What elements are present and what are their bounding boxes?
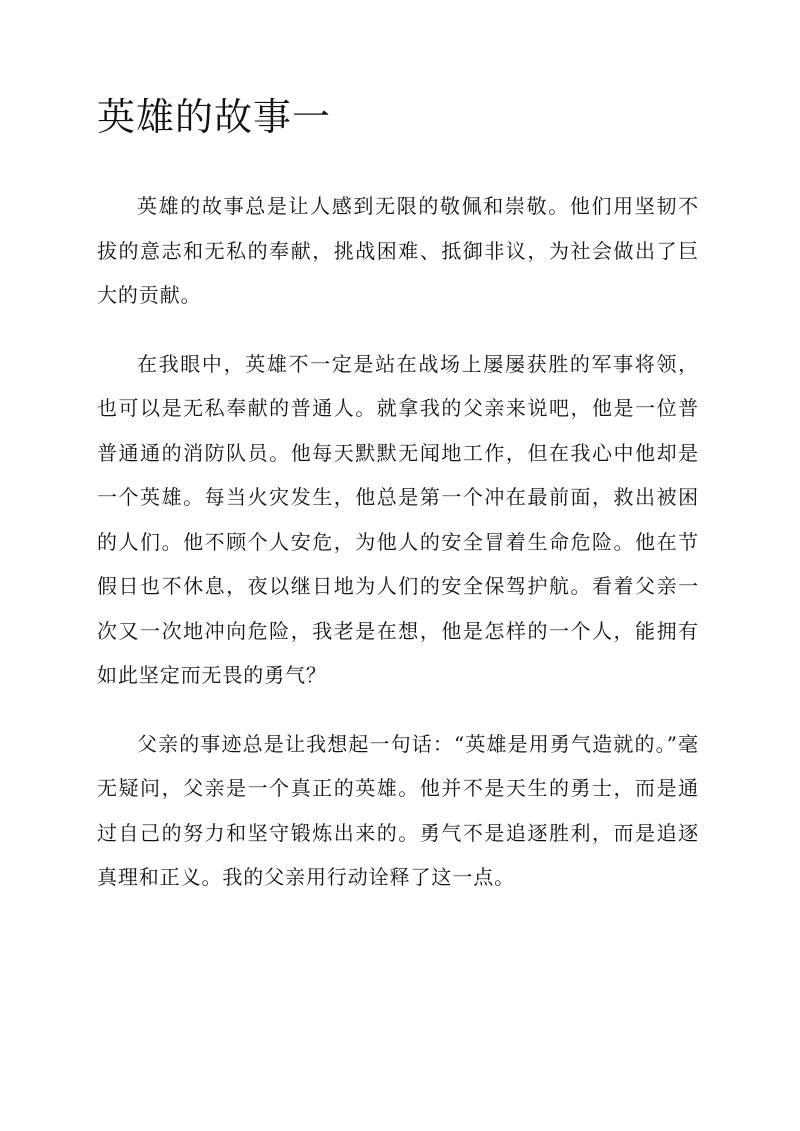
document-title: 英雄的故事一 xyxy=(97,95,332,139)
paragraph-1: 英雄的故事总是让人感到无限的敬佩和崇敬。他们用坚韧不拔的意志和无私的奉献，挑战困难、抵御非议，为社会做出了巨大的贡献。 xyxy=(97,194,699,307)
paragraph-2: 在我眼中，英雄不一定是站在战场上屡屡获胜的军事将领，也可以是无私奉献的普通人。就拿我的父亲来说吧，他是一位普普通通的消防队员。他每天默默无闻地工作，但在我心中他却是一个英雄。每当火灾发生，他总是第一个冲在最前面，救出被困的人们。他不顾个人安危，为他人的安全冒着生命危险。他在节假日也不休息，夜以继日地为人们的安全保驾护航。看着父亲一次又一次地冲向危险，我老是在想，他是怎样的一个人，能拥有如此坚定而无畏的勇气？ xyxy=(97,351,699,687)
document-body xyxy=(97,184,699,924)
paragraph-3: 父亲的事迹总是让我想起一句话：“英雄是用勇气造就的。”毫无疑问，父亲是一个真正的英雄。他并不是天生的勇士，而是通过自己的努力和坚守锻炼出来的。勇气不是追逐胜利，而是追逐真理和正义。我的父亲用行动诠释了这一点。 xyxy=(97,731,699,889)
